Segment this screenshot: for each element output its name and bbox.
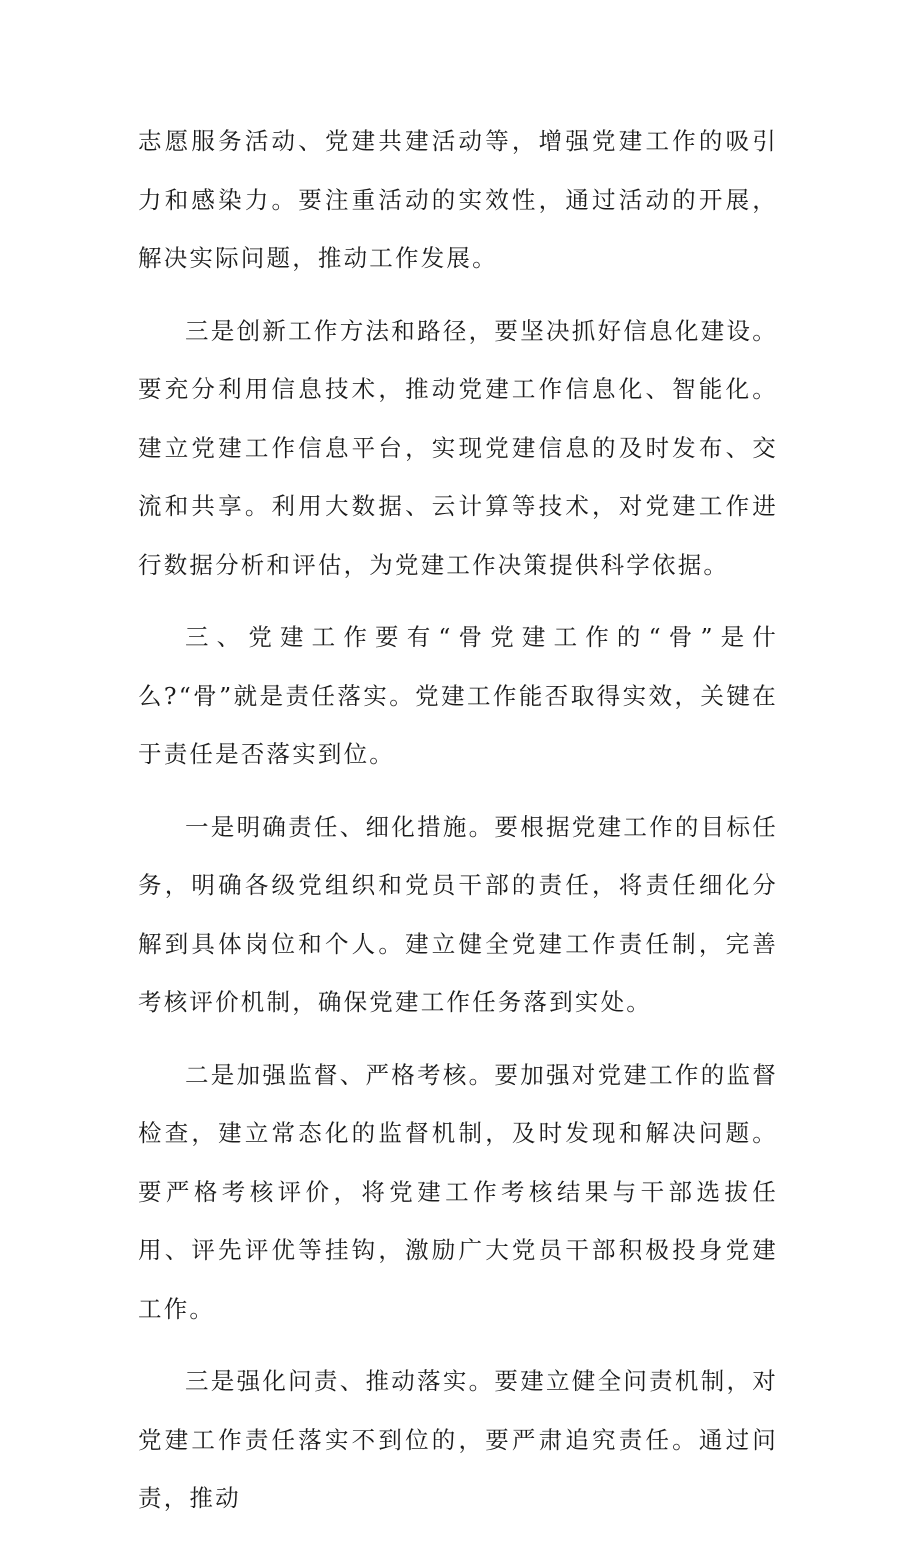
paragraph-section-three-heading: 三、党建工作要有“骨党建工作的“骨”是什么?“骨”就是责任落实。党建工作能否取得实效，关键在于责任是否落实到位。 [138, 623, 778, 768]
paragraph-clarify-responsibility: 一是明确责任、细化措施。要根据党建工作的目标任务，明确各级党组织和党员干部的责任，将责任细化分解到具体岗位和个人。建立健全党建工作责任制，完善考核评价机制，确保党建工作任务落到实处。 [138, 812, 778, 1016]
paragraph-continuation: 志愿服务活动、党建共建活动等，增强党建工作的吸引力和感染力。要注重活动的实效性，通过活动的开展，解决实际问题，推动工作发展。 [138, 127, 778, 272]
document-body [138, 112, 778, 1542]
paragraph-accountability: 三是强化问责、推动落实。要建立健全问责机制，对党建工作责任落实不到位的，要严肃追究责任。通过问责，推动 [138, 1367, 778, 1512]
paragraph-supervision-assessment: 二是加强监督、严格考核。要加强对党建工作的监督检查，建立常态化的监督机制，及时发现和解决问题。要严格考核评价，将党建工作考核结果与干部选拔任用、评先评优等挂钩，激励广大党员干部积极投身党建工作。 [138, 1060, 778, 1323]
paragraph-innovation-methods: 三是创新工作方法和路径，要坚决抓好信息化建设。要充分利用信息技术，推动党建工作信息化、智能化。建立党建工作信息平台，实现党建信息的及时发布、交流和共享。利用大数据、云计算等技术，对党建工作进行数据分析和评估，为党建工作决策提供科学依据。 [138, 316, 778, 579]
